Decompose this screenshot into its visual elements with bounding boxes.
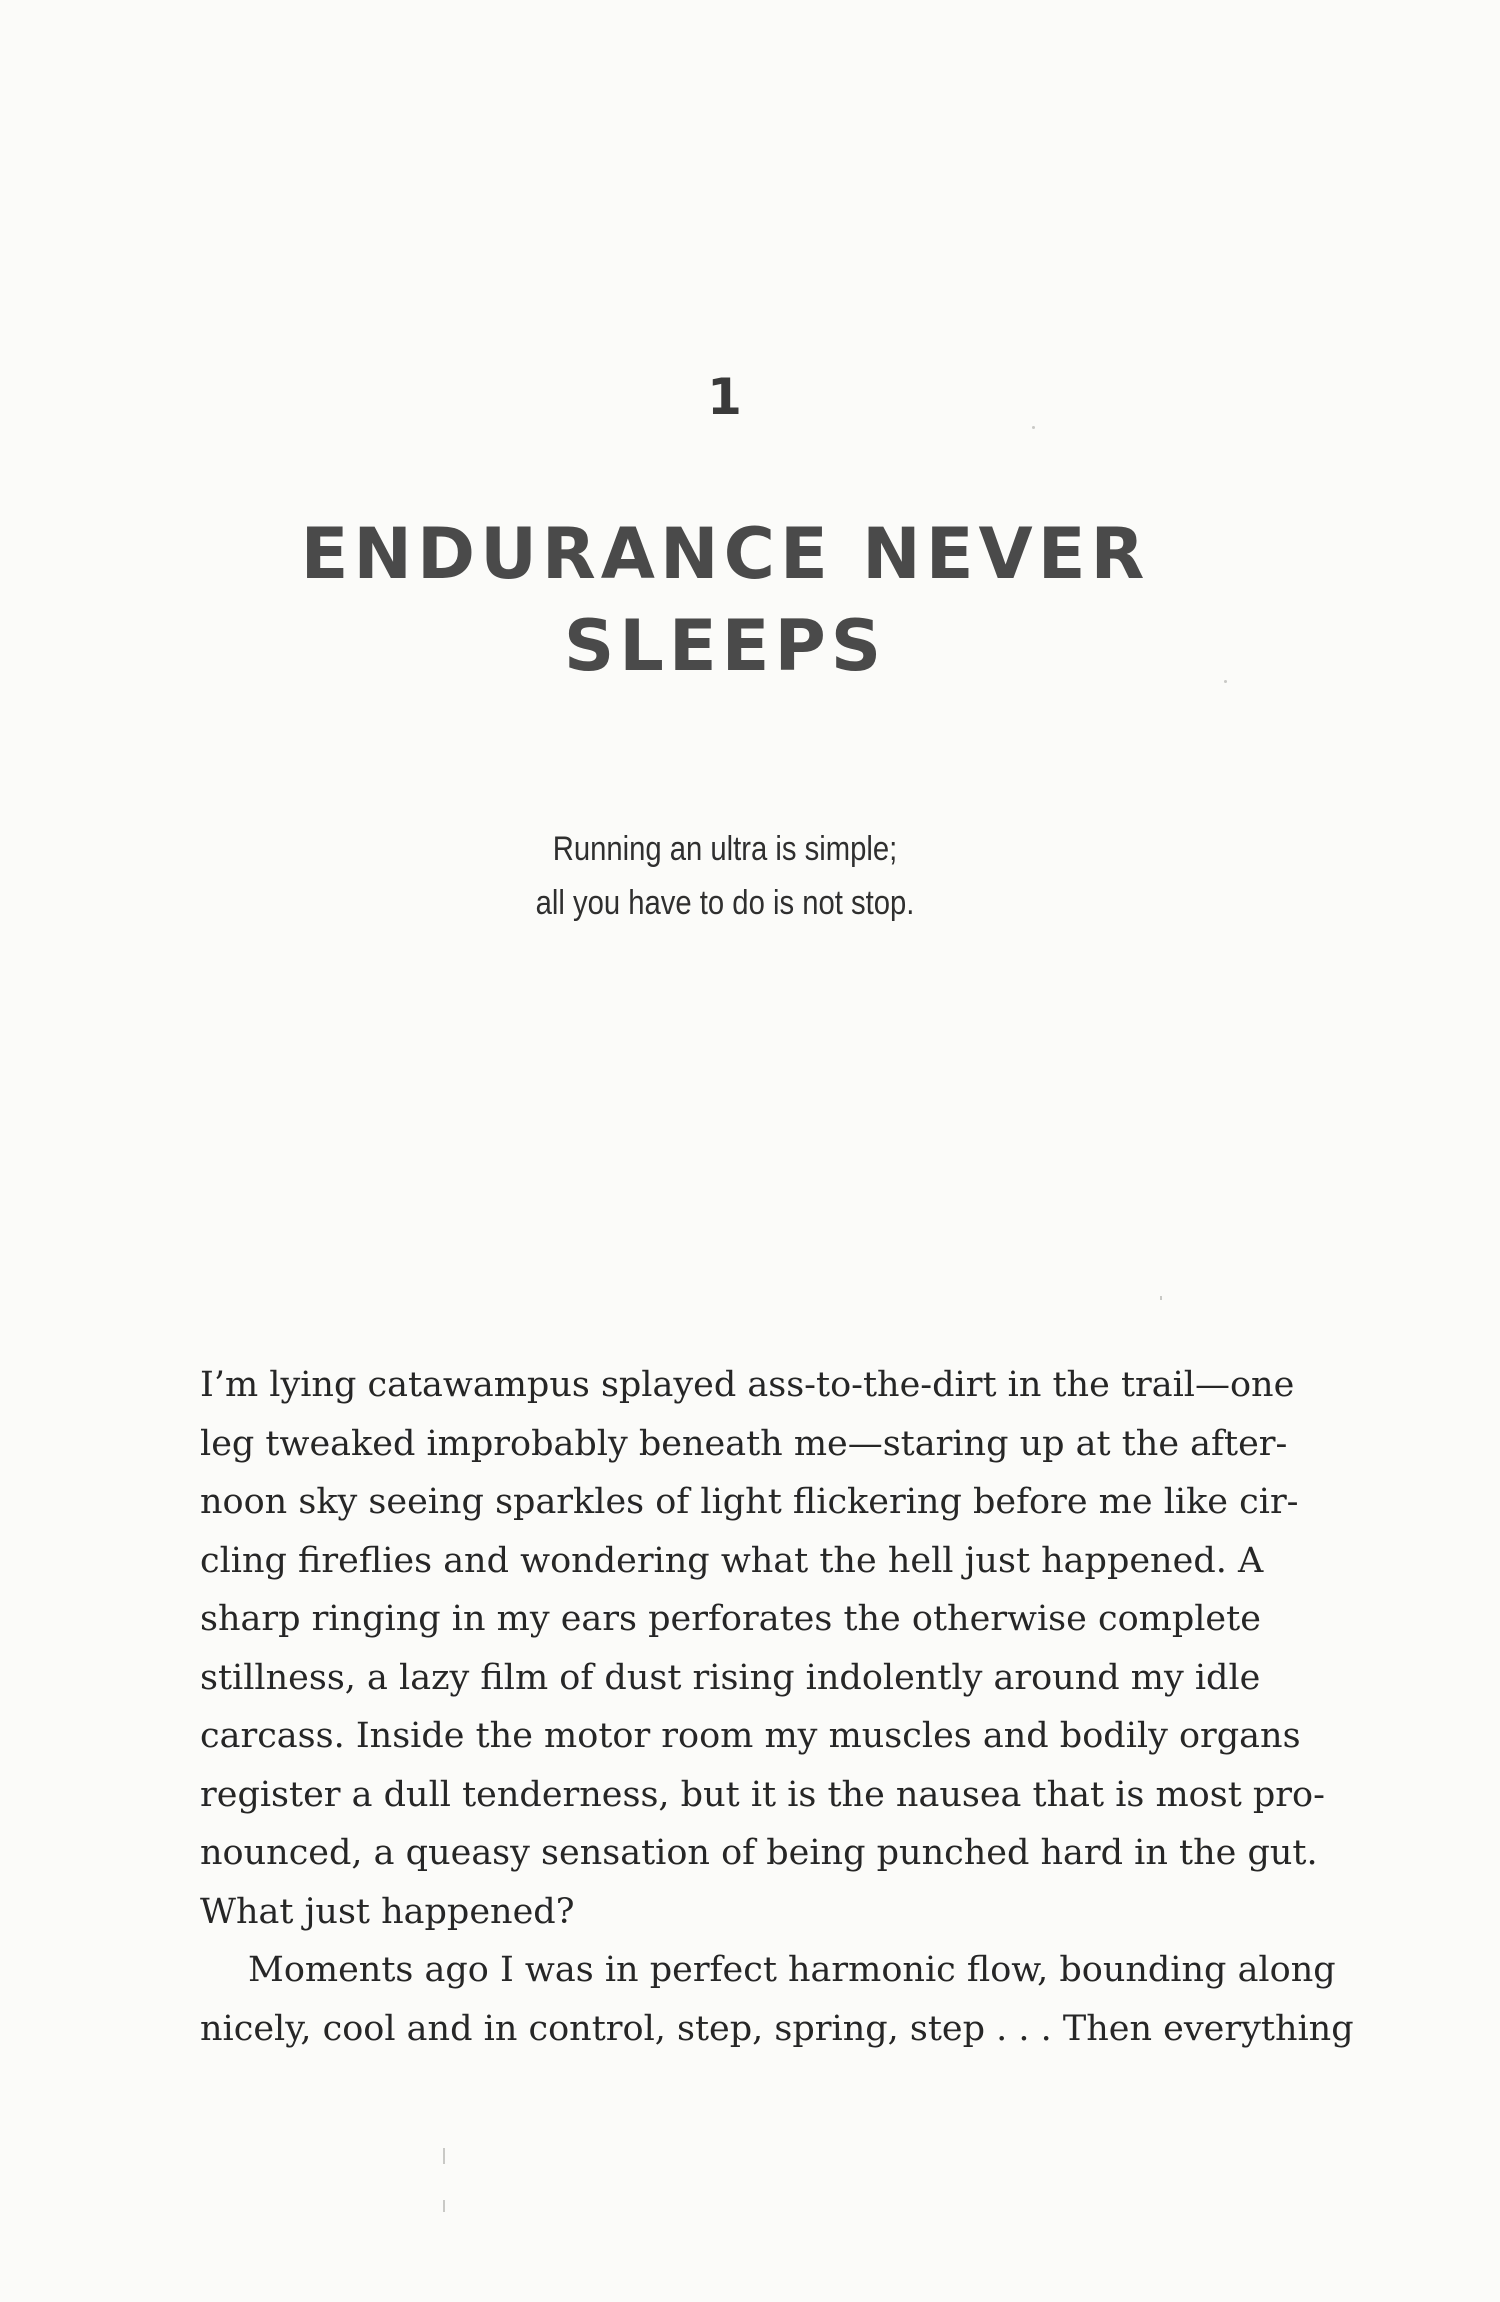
- scan-speck: [1224, 680, 1227, 683]
- paragraph-1: [200, 1356, 1325, 1941]
- text-line: noon sky seeing sparkles of light flickering before me like cir-: [200, 1482, 1299, 1522]
- body-text: [200, 1356, 1354, 2058]
- text-line: sharp ringing in my ears perforates the otherwise complete: [200, 1599, 1261, 1639]
- chapter-title-line: SLEEPS: [563, 605, 887, 687]
- epigraph-line: all you have to do is not stop.: [535, 884, 915, 922]
- text-line: nounced, a queasy sensation of being punched hard in the gut.: [200, 1833, 1318, 1873]
- text-line: register a dull tenderness, but it is the nausea that is most pro-: [200, 1774, 1325, 1815]
- text-line: I’m lying catawampus splayed ass-to-the-dirt in the trail—one: [200, 1365, 1295, 1405]
- text-line: carcass. Inside the motor room my muscles and bodily organs: [200, 1716, 1301, 1756]
- text-line: What just happened?: [200, 1891, 575, 1932]
- text-line: cling fireflies and wondering what the hell just happened. A: [200, 1540, 1264, 1581]
- text-line: stillness, a lazy film of dust rising indolently around my idle: [200, 1657, 1261, 1698]
- text-line: nicely, cool and in control, step, spring, step . . . Then everything: [200, 2008, 1354, 2049]
- chapter-title: [0, 508, 1450, 692]
- paragraph-2: [200, 1941, 1354, 2058]
- scan-speck: [1160, 1296, 1162, 1300]
- epigraph: [102, 822, 1349, 930]
- text-line: Moments ago I was in perfect harmonic flow, bounding along: [248, 1950, 1336, 1990]
- chapter-title-line: ENDURANCE NEVER: [300, 513, 1150, 595]
- epigraph-line: Running an ultra is simple;: [552, 830, 898, 868]
- scan-speck: [443, 2148, 445, 2164]
- chapter-number: 1: [707, 368, 743, 426]
- scan-speck: [1032, 426, 1035, 429]
- text-line: leg tweaked improbably beneath me—staring up at the after-: [200, 1423, 1288, 1464]
- scan-speck: [443, 2200, 445, 2212]
